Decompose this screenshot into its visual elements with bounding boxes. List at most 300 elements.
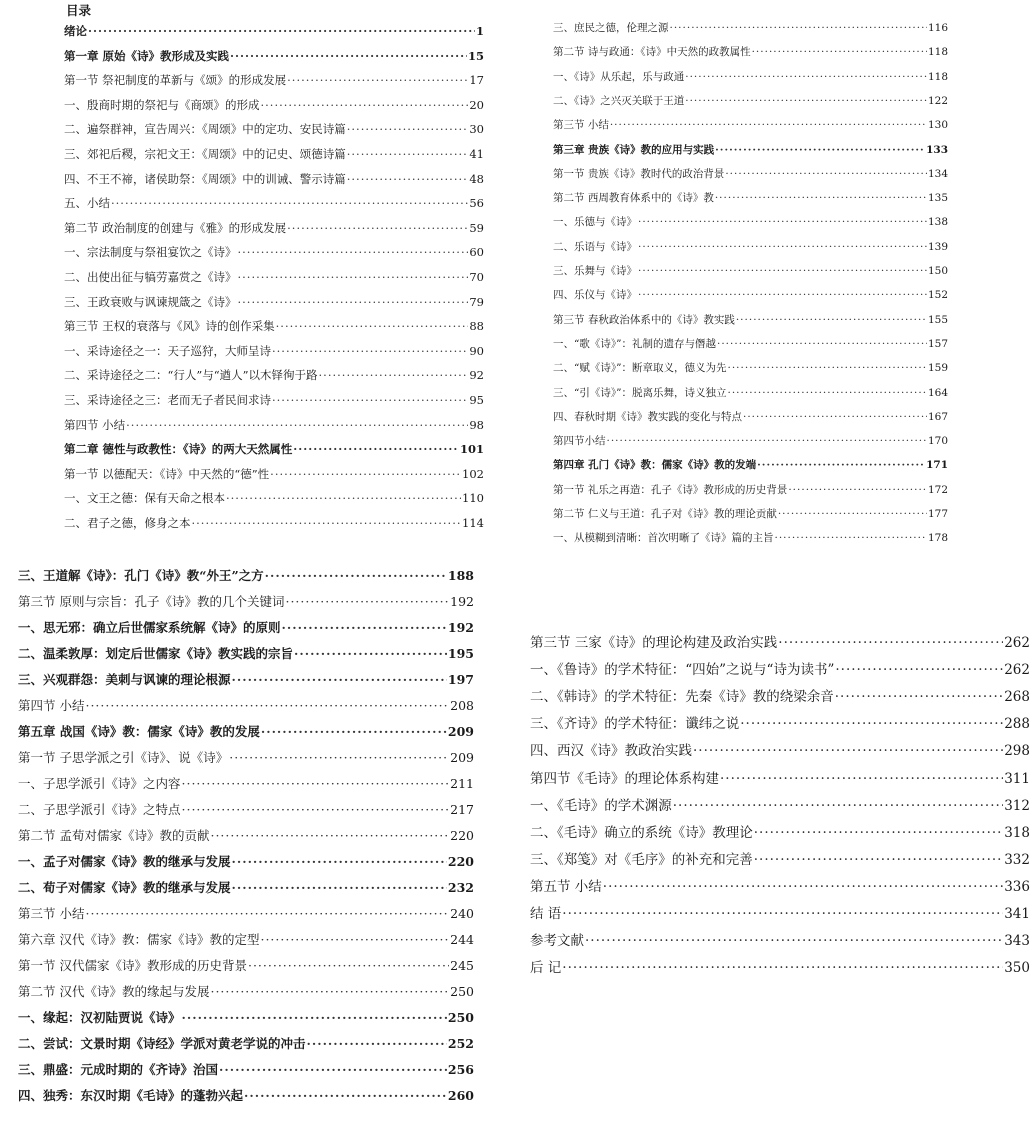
toc-entry bbox=[553, 289, 948, 302]
toc-leader-dots bbox=[261, 98, 469, 112]
toc-entry-page: 98 bbox=[469, 417, 484, 432]
toc-entry-title: 第二节 政治制度的创建与《雅》的形成发展 bbox=[64, 220, 287, 235]
toc-entry-page: 133 bbox=[926, 143, 948, 156]
toc-leader-dots bbox=[261, 724, 447, 740]
toc-entry bbox=[64, 221, 484, 235]
toc-entry-title: 一、文王之德：保有天命之根本 bbox=[64, 491, 225, 506]
toc-leader-dots bbox=[347, 147, 469, 161]
toc-leader-dots bbox=[260, 932, 449, 948]
toc-entry-page: 60 bbox=[469, 245, 484, 260]
toc-entry-title: 第五节 小结 bbox=[530, 878, 602, 895]
toc-leader-dots bbox=[835, 662, 1003, 679]
toc-entry-page: 172 bbox=[927, 483, 948, 496]
toc-entry-page: 244 bbox=[450, 932, 474, 947]
toc-entry-title: 二、“赋《诗》”：断章取义，德义为先 bbox=[553, 362, 727, 375]
toc-leader-dots bbox=[717, 338, 927, 351]
toc-entry bbox=[64, 196, 484, 210]
toc-entry-title: 第一节 祭祀制度的革新与《颂》的形成发展 bbox=[64, 73, 287, 88]
toc-entry bbox=[64, 344, 484, 358]
toc-leader-dots bbox=[673, 798, 1003, 815]
toc-entry bbox=[553, 241, 948, 254]
toc-leader-dots bbox=[754, 852, 1003, 869]
toc-entry-page: 208 bbox=[450, 698, 474, 713]
toc-entry-title: 一、缘起：汉初陆贾说《诗》 bbox=[18, 1010, 181, 1025]
toc-leader-dots bbox=[182, 802, 450, 818]
toc-leader-dots bbox=[693, 743, 1003, 760]
toc-entry-title: 第五章 战国《诗》教：儒家《诗》教的发展 bbox=[18, 724, 260, 739]
toc-entry bbox=[530, 852, 1030, 869]
toc-panel-bottom-left bbox=[18, 568, 474, 1144]
toc-leader-dots bbox=[603, 879, 1003, 896]
toc-entry-title: 二、《诗》之兴灭关联于王道 bbox=[553, 94, 685, 107]
toc-entry-title: 第三节 小结 bbox=[553, 119, 609, 132]
toc-leader-dots bbox=[752, 46, 927, 59]
toc-entry-page: 220 bbox=[447, 854, 474, 869]
toc-entry-page: 164 bbox=[927, 386, 948, 399]
toc-entry-page: 101 bbox=[459, 442, 484, 457]
toc-entry bbox=[18, 620, 474, 636]
toc-leader-dots bbox=[293, 442, 459, 456]
toc-leader-dots bbox=[754, 825, 1003, 842]
toc-entry-page: 110 bbox=[462, 491, 484, 506]
toc-leader-dots bbox=[638, 241, 927, 254]
toc-entry-page: 88 bbox=[469, 319, 484, 334]
toc-entry-page: 252 bbox=[447, 1036, 474, 1051]
toc-entry bbox=[553, 508, 948, 521]
toc-entry-title: 一、从模糊到清晰：首次明晰了《诗》篇的主旨 bbox=[553, 532, 774, 545]
toc-entry bbox=[18, 776, 474, 792]
toc-leader-dots bbox=[192, 516, 462, 530]
toc-leader-dots bbox=[230, 49, 467, 63]
toc-entry bbox=[18, 724, 474, 740]
toc-entry bbox=[64, 73, 484, 87]
toc-entry bbox=[64, 172, 484, 186]
toc-entry-title: 第一章 原始《诗》教形成及实践 bbox=[64, 48, 230, 63]
toc-leader-dots bbox=[238, 295, 469, 309]
toc-entry-page: 262 bbox=[1004, 662, 1030, 679]
toc-leader-dots bbox=[88, 24, 475, 38]
toc-leader-dots bbox=[835, 689, 1003, 706]
toc-entry-page: 209 bbox=[447, 724, 474, 739]
toc-entry bbox=[553, 119, 948, 132]
toc-entry-page: 150 bbox=[927, 265, 948, 277]
toc-entry-title: 五、小结 bbox=[64, 196, 110, 211]
toc-leader-dots bbox=[638, 265, 927, 278]
toc-leader-dots bbox=[715, 144, 925, 157]
toc-entry bbox=[553, 532, 948, 545]
toc-leader-dots bbox=[85, 906, 449, 922]
toc-leader-dots bbox=[743, 411, 927, 424]
toc-entry bbox=[64, 467, 484, 481]
toc-entry bbox=[64, 393, 484, 407]
toc-entry-title: 一、《诗》从乐起，乐与政通 bbox=[553, 70, 685, 83]
toc-entry-title: 一、子思学派引《诗》之内容 bbox=[18, 776, 181, 791]
toc-leader-dots bbox=[610, 119, 927, 132]
toc-entry-page: 350 bbox=[1004, 960, 1030, 977]
toc-leader-dots bbox=[287, 221, 468, 235]
toc-entry-page: 188 bbox=[447, 568, 474, 583]
toc-entry-title: 第二节 汉代《诗》教的缘起与发展 bbox=[18, 984, 210, 999]
toc-entry bbox=[64, 122, 484, 136]
toc-entry-page: 268 bbox=[1004, 689, 1030, 706]
toc-entry-title: 一、《鲁诗》的学术特征：“四始”之说与“诗为读书” bbox=[530, 662, 835, 679]
toc-entry-title: 第三节 三家《诗》的理论构建及政治实践 bbox=[530, 635, 778, 651]
toc-entry-title: 三、采诗途径之三：老而无子者民间求诗 bbox=[64, 393, 271, 407]
toc-entry-page: 20 bbox=[469, 97, 484, 112]
toc-leader-dots bbox=[210, 984, 449, 1000]
toc-leader-dots bbox=[272, 393, 468, 407]
toc-leader-dots bbox=[607, 435, 927, 448]
toc-entry bbox=[530, 906, 1030, 923]
toc-leader-dots bbox=[778, 508, 927, 521]
toc-leader-dots bbox=[728, 362, 927, 375]
toc-leader-dots bbox=[736, 314, 927, 327]
toc-entry-title: 三、兴观群怨：美刺与讽谏的理论根源 bbox=[18, 672, 231, 687]
toc-entry-page: 192 bbox=[447, 620, 474, 635]
toc-entry-title: 四、不王不禘，诸侯助祭：《周颂》中的训诫、警示诗篇 bbox=[64, 171, 346, 186]
toc-entry bbox=[64, 98, 484, 112]
toc-entry bbox=[553, 314, 948, 327]
toc-entry-title: 第一节 以德配天：《诗》中天然的“德”性 bbox=[64, 466, 270, 481]
toc-leader-dots bbox=[248, 958, 449, 974]
toc-entry bbox=[553, 216, 948, 229]
toc-entry bbox=[64, 491, 484, 505]
toc-entry-title: 二、《毛诗》确立的系统《诗》教理论 bbox=[530, 824, 753, 841]
toc-entry-title: 第四节小结 bbox=[553, 435, 606, 448]
toc-entry-title: 四、春秋时期《诗》教实践的变化与特点 bbox=[553, 410, 742, 423]
toc-entry-page: 197 bbox=[447, 672, 474, 687]
toc-entry-page: 343 bbox=[1004, 933, 1030, 950]
toc-entry-title: 二、乐语与《诗》 bbox=[553, 240, 637, 253]
toc-leader-dots bbox=[740, 716, 1003, 733]
toc-entry bbox=[64, 147, 484, 161]
toc-entry-title: 二、《韩诗》的学术特征：先秦《诗》教的绕梁余音 bbox=[530, 689, 834, 706]
toc-entry-page: 250 bbox=[447, 1010, 474, 1025]
toc-entry-page: 336 bbox=[1004, 878, 1030, 895]
toc-leader-dots bbox=[725, 168, 927, 181]
toc-entry bbox=[530, 960, 1030, 977]
toc-entry-page: 298 bbox=[1004, 743, 1030, 760]
toc-entry bbox=[64, 516, 484, 530]
toc-leader-dots bbox=[210, 828, 449, 844]
toc-leader-dots bbox=[272, 344, 468, 358]
toc-leader-dots bbox=[182, 1010, 447, 1026]
toc-entry-title: 二、荀子对儒家《诗》教的继承与发展 bbox=[18, 880, 231, 895]
toc-entry-title: 二、尝试：文景时期《诗经》学派对黄老学说的冲击 bbox=[18, 1036, 306, 1051]
toc-entry-page: 48 bbox=[469, 171, 484, 186]
toc-entry-title: 第二节 仁义与王道：孔子对《诗》教的理论贡献 bbox=[553, 508, 777, 520]
toc-entry-title: 绪论 bbox=[64, 24, 87, 38]
toc-entry bbox=[553, 459, 948, 472]
toc-entry-title: 四、乐仪与《诗》 bbox=[553, 289, 637, 302]
toc-entry bbox=[18, 802, 474, 818]
toc-entry-title: 后 记 bbox=[530, 960, 562, 977]
toc-panel-top-left bbox=[64, 0, 484, 545]
toc-entry bbox=[18, 880, 474, 896]
toc-entry-title: 一、殷商时期的祭祀与《商颂》的形成 bbox=[64, 97, 260, 112]
toc-leader-dots bbox=[126, 418, 468, 432]
toc-panel-bottom-right bbox=[530, 635, 1030, 1065]
toc-leader-dots bbox=[276, 319, 469, 333]
toc-entry-page: 312 bbox=[1004, 797, 1030, 814]
toc-entry bbox=[18, 984, 474, 1000]
toc-entry-title: 参考文献 bbox=[530, 933, 584, 950]
toc-entry-title: 第三章 贵族《诗》教的应用与实践 bbox=[553, 143, 715, 156]
toc-entry-page: 209 bbox=[450, 750, 474, 765]
toc-entry-title: 结 语 bbox=[530, 906, 562, 922]
toc-entry bbox=[530, 743, 1030, 760]
toc-entry-title: 第一节 贵族《诗》教时代的政治背景 bbox=[553, 167, 725, 180]
toc-entry-page: 245 bbox=[450, 958, 474, 973]
toc-entry-title: 第四节 小结 bbox=[18, 698, 85, 713]
toc-entry-title: 第一节 子思学派之引《诗》、说《诗》 bbox=[18, 750, 229, 765]
toc-entry bbox=[530, 662, 1030, 679]
toc-entry bbox=[530, 933, 1030, 950]
toc-entry-title: 第二章 德性与政教性：《诗》的两大天然属性 bbox=[64, 442, 293, 457]
toc-entry-page: 118 bbox=[927, 46, 948, 59]
toc-entry-page: 17 bbox=[469, 73, 484, 88]
toc-entry-title: 第二节 孟荀对儒家《诗》教的贡献 bbox=[18, 828, 210, 843]
toc-entry-page: 59 bbox=[469, 220, 484, 235]
toc-leader-dots bbox=[778, 635, 1003, 652]
toc-entry-title: 第三节 小结 bbox=[18, 906, 85, 921]
toc-entry bbox=[553, 435, 948, 448]
toc-leader-dots bbox=[720, 771, 1003, 788]
toc-entry-title: 二、出使出征与犒劳嘉赏之《诗》 bbox=[64, 270, 237, 284]
toc-entry-title: 一、采诗途径之一：天子巡狩，大师呈诗 bbox=[64, 343, 271, 358]
toc-entry-title: 第四节 小结 bbox=[64, 417, 126, 432]
toc-entry bbox=[18, 906, 474, 922]
toc-entry-title: 三、王政衰败与讽谏规箴之《诗》 bbox=[64, 294, 237, 309]
toc-leader-dots bbox=[788, 484, 927, 497]
toc-entry bbox=[553, 95, 948, 108]
toc-leader-dots bbox=[728, 387, 927, 400]
toc-entry-page: 15 bbox=[467, 48, 484, 63]
toc-entry-page: 90 bbox=[469, 343, 484, 358]
toc-entry-title: 第三节 春秋政治体系中的《诗》教实践 bbox=[553, 313, 735, 326]
toc-entry-page: 240 bbox=[450, 906, 474, 921]
toc-entry-page: 114 bbox=[462, 516, 484, 530]
toc-entry bbox=[18, 568, 474, 584]
toc-entry-title: 三、庶民之德，伦理之源 bbox=[553, 22, 669, 34]
toc-entry-title: 第一节 礼乐之再造：孔子《诗》教形成的历史背景 bbox=[553, 483, 788, 496]
toc-leader-dots bbox=[85, 698, 449, 714]
toc-entry-title: 一、乐德与《诗》 bbox=[553, 216, 637, 229]
toc-entry bbox=[18, 672, 474, 688]
toc-entry bbox=[64, 24, 484, 38]
toc-title: 目录 bbox=[66, 3, 92, 18]
toc-entry-page: 211 bbox=[450, 776, 474, 791]
toc-leader-dots bbox=[775, 532, 927, 545]
toc-entry-title: 第一节 汉代儒家《诗》教形成的历史背景 bbox=[18, 958, 247, 973]
toc-leader-dots bbox=[685, 95, 927, 108]
toc-entry bbox=[553, 71, 948, 84]
toc-entry-title: 第六章 汉代《诗》教：儒家《诗》教的定型 bbox=[18, 932, 260, 947]
toc-entry-page: 220 bbox=[450, 828, 474, 843]
toc-entry bbox=[18, 1062, 474, 1078]
toc-leader-dots bbox=[285, 594, 449, 610]
toc-entry-page: 178 bbox=[927, 532, 948, 545]
toc-entry bbox=[553, 22, 948, 35]
toc-leader-dots bbox=[232, 880, 447, 896]
toc-entry-title: 一、“歌《诗》”：礼制的遗存与僭越 bbox=[553, 337, 716, 350]
toc-leader-dots bbox=[238, 245, 469, 259]
toc-entry-page: 134 bbox=[927, 167, 948, 180]
toc-entry bbox=[18, 1010, 474, 1026]
toc-entry-page: 159 bbox=[927, 362, 948, 375]
toc-entry bbox=[553, 338, 948, 351]
toc-entry-page: 260 bbox=[447, 1088, 474, 1103]
toc-entry-page: 130 bbox=[927, 119, 948, 132]
toc-entry-page: 318 bbox=[1004, 824, 1030, 841]
toc-leader-dots bbox=[229, 750, 449, 766]
toc-entry-page: 217 bbox=[450, 802, 474, 817]
toc-entry-title: 三、《齐诗》的学术特征：谶纬之说 bbox=[530, 716, 740, 733]
toc-entry bbox=[553, 46, 948, 59]
toc-entry bbox=[64, 245, 484, 259]
toc-leader-dots bbox=[307, 1036, 447, 1052]
toc-entry bbox=[553, 265, 948, 278]
toc-entry-title: 一、《毛诗》的学术渊源 bbox=[530, 797, 672, 814]
toc-panel-top-right bbox=[553, 22, 948, 545]
toc-entry bbox=[64, 418, 484, 432]
toc-entry bbox=[18, 828, 474, 844]
toc-entry-page: 332 bbox=[1004, 851, 1030, 868]
toc-entry-page: 138 bbox=[927, 216, 948, 229]
toc-entry bbox=[18, 750, 474, 766]
toc-leader-dots bbox=[265, 568, 447, 584]
toc-entry bbox=[64, 270, 484, 284]
toc-entry bbox=[18, 854, 474, 870]
toc-entry-title: 第二节 诗与政通：《诗》中天然的政教属性 bbox=[553, 46, 751, 59]
toc-entry-title: 第三节 王权的衰落与《风》诗的创作采集 bbox=[64, 319, 275, 334]
toc-entry bbox=[64, 319, 484, 333]
toc-entry-title: 三、鼎盛：元成时期的《齐诗》治国 bbox=[18, 1062, 219, 1077]
toc-entry-page: 70 bbox=[469, 270, 484, 284]
toc-entry-page: 262 bbox=[1004, 635, 1030, 651]
toc-leader-dots bbox=[715, 192, 927, 205]
toc-entry-title: 三、《郑笺》对《毛序》的补充和完善 bbox=[530, 851, 753, 868]
toc-entry-page: 171 bbox=[926, 459, 948, 472]
toc-entry-page: 56 bbox=[469, 196, 484, 211]
toc-entry-page: 177 bbox=[927, 508, 948, 520]
toc-leader-dots bbox=[757, 459, 925, 472]
toc-entry-page: 122 bbox=[927, 94, 948, 107]
toc-entry-page: 135 bbox=[927, 192, 948, 205]
toc-entry bbox=[553, 362, 948, 375]
toc-entry bbox=[64, 368, 484, 382]
toc-leader-dots bbox=[270, 467, 461, 481]
toc-entry-page: 256 bbox=[447, 1062, 474, 1077]
toc-entry-title: 二、采诗途径之二：“行人”与“遒人”以木铎徇于路 bbox=[64, 368, 318, 383]
toc-entry-page: 195 bbox=[447, 646, 474, 661]
toc-entry bbox=[18, 958, 474, 974]
toc-entry-title: 三、乐舞与《诗》 bbox=[553, 265, 637, 277]
toc-entry-page: 250 bbox=[450, 984, 474, 999]
toc-leader-dots bbox=[562, 960, 1003, 977]
toc-leader-dots bbox=[232, 672, 447, 688]
toc-entry-page: 1 bbox=[475, 24, 484, 38]
toc-entry-title: 二、君子之德，修身之本 bbox=[64, 516, 191, 530]
toc-entry bbox=[18, 646, 474, 662]
toc-leader-dots bbox=[585, 933, 1003, 950]
toc-entry bbox=[530, 689, 1030, 706]
toc-entry-title: 四、独秀：东汉时期《毛诗》的蓬勃兴起 bbox=[18, 1088, 244, 1103]
toc-leader-dots bbox=[319, 368, 469, 382]
toc-leader-dots bbox=[111, 196, 468, 210]
toc-entry-title: 第四章 孔门《诗》教：儒家《诗》教的发端 bbox=[553, 459, 757, 472]
toc-entry bbox=[18, 698, 474, 714]
toc-entry-page: 92 bbox=[469, 368, 484, 383]
toc-entry bbox=[530, 716, 1030, 733]
toc-entry bbox=[18, 932, 474, 948]
toc-leader-dots bbox=[219, 1062, 447, 1078]
toc-leader-dots bbox=[238, 270, 469, 284]
toc-entry-title: 三、“引《诗》”：脱离乐舞，诗义独立 bbox=[553, 386, 727, 399]
toc-leader-dots bbox=[638, 289, 927, 302]
toc-entry bbox=[553, 192, 948, 205]
toc-entry bbox=[18, 1088, 474, 1104]
toc-entry bbox=[553, 168, 948, 181]
toc-entry-title: 四、西汉《诗》教政治实践 bbox=[530, 743, 692, 760]
toc-entry-title: 一、思无邪：确立后世儒家系统解《诗》的原则 bbox=[18, 620, 281, 635]
toc-entry-title: 第三节 原则与宗旨：孔子《诗》教的几个关键词 bbox=[18, 594, 285, 609]
toc-leader-dots bbox=[244, 1088, 447, 1104]
toc-entry-title: 三、王道解《诗》：孔门《诗》教“外王”之方 bbox=[18, 568, 264, 583]
toc-entry-page: 152 bbox=[927, 289, 948, 302]
toc-entry bbox=[530, 798, 1030, 815]
toc-entry-title: 一、宗法制度与祭祖宴饮之《诗》 bbox=[64, 245, 237, 260]
toc-entry-title: 三、郊祀后稷，宗祀文王：《周颂》中的记史、颂德诗篇 bbox=[64, 147, 346, 161]
toc-entry bbox=[530, 879, 1030, 896]
toc-entry-page: 30 bbox=[469, 122, 484, 137]
toc-leader-dots bbox=[282, 620, 447, 636]
toc-entry-title: 第四节《毛诗》的理论体系构建 bbox=[530, 770, 719, 787]
toc-entry bbox=[553, 387, 948, 400]
toc-entry-page: 170 bbox=[927, 435, 948, 448]
toc-leader-dots bbox=[670, 22, 927, 35]
toc-entry bbox=[530, 771, 1030, 788]
toc-entry bbox=[553, 411, 948, 424]
toc-entry-title: 二、温柔敦厚：划定后世儒家《诗》教实践的宗旨 bbox=[18, 646, 294, 661]
toc-leader-dots bbox=[685, 71, 927, 84]
toc-entry-page: 288 bbox=[1004, 716, 1030, 733]
toc-leader-dots bbox=[347, 172, 469, 186]
toc-entry bbox=[553, 144, 948, 157]
toc-leader-dots bbox=[287, 73, 468, 87]
toc-leader-dots bbox=[638, 216, 927, 229]
toc-entry-title: 一、孟子对儒家《诗》教的继承与发展 bbox=[18, 854, 231, 869]
toc-entry bbox=[64, 49, 484, 63]
toc-entry bbox=[553, 484, 948, 497]
toc-entry bbox=[530, 825, 1030, 842]
toc-entry-title: 二、遍祭群神，宣告周兴：《周颂》中的定功、安民诗篇 bbox=[64, 122, 346, 137]
toc-entry-title: 第二节 西周教育体系中的《诗》教 bbox=[553, 192, 714, 205]
toc-entry-page: 139 bbox=[927, 240, 948, 253]
toc-leader-dots bbox=[226, 491, 461, 505]
toc-entry bbox=[64, 295, 484, 309]
toc-entry-page: 192 bbox=[450, 594, 474, 609]
toc-entry-page: 41 bbox=[469, 147, 484, 161]
toc-entry-page: 167 bbox=[927, 410, 948, 423]
toc-leader-dots bbox=[347, 122, 469, 136]
toc-leader-dots bbox=[562, 906, 1003, 923]
toc-entry-page: 95 bbox=[469, 393, 484, 407]
toc-entry-page: 157 bbox=[927, 337, 948, 350]
toc-leader-dots bbox=[182, 776, 450, 792]
toc-entry-page: 102 bbox=[462, 466, 484, 481]
toc-leader-dots bbox=[232, 854, 447, 870]
